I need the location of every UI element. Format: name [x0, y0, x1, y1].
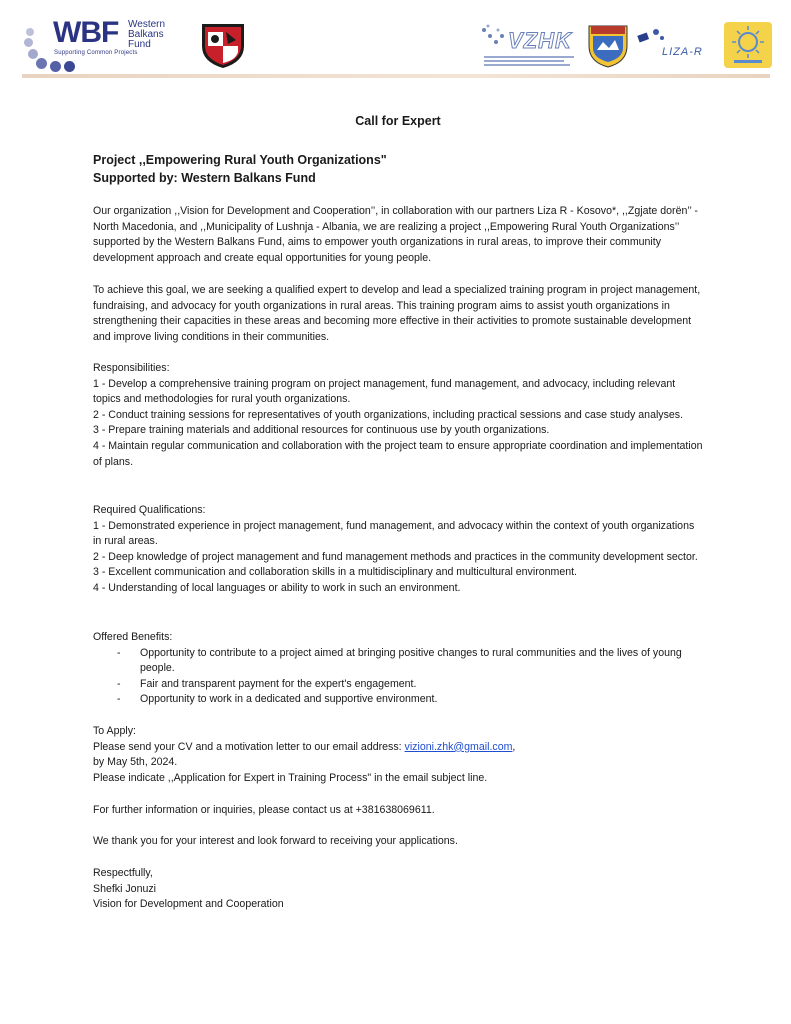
responsibilities-section — [93, 361, 703, 470]
intro-paragraph: Our organization ,,Vision for Development and Cooperation’’, in collaboration with our partners Liza R - Kosovo*, ,,Zgjate dorën’’ - North Macedonia, and ,,Municipality of Lushnja - Albania, we are realizing a project ,,Empowering Rural Youth Organizations’’ supported by the Western Balkans Fund, aims to empower youth organizations in rural areas, to improve their community development approach and create equal opportunities for young people. — [93, 205, 698, 264]
bullet-item — [93, 677, 703, 693]
document-title: Call for Expert — [355, 114, 441, 128]
vzhk-wordmark: VZHK — [508, 28, 572, 53]
list-item: 4 - Understanding of local languages or ability to work in such an environment. — [93, 581, 461, 594]
signature-org: Vision for Development and Cooperation — [93, 898, 284, 911]
list-item: 3 - Excellent communication and collaboration skills in a multidisciplinary and multicultural environment. — [93, 566, 578, 579]
list-item: 1 - Develop a comprehensive training program on project management, fund management, and advocacy, including relevant topics and methodologies for rural youth organizations. — [93, 377, 676, 406]
wbf-wordmark: WBF — [53, 16, 119, 49]
signature-block — [93, 866, 703, 913]
signature-closing: Respectfully, — [93, 867, 153, 879]
benefits-section — [93, 630, 703, 708]
bullet-item — [93, 646, 703, 677]
page-header — [0, 0, 791, 80]
list-item: 2 - Deep knowledge of project management and fund management methods and practices in the community development sector. — [93, 550, 698, 563]
list-item: 3 - Prepare training materials and additional resources for continuous use by youth organizations. — [93, 424, 550, 437]
apply-heading: To Apply: — [93, 725, 136, 737]
list-item: 4 - Maintain regular communication and collaboration with the project team to ensure appropriate coordination and implementation of plans. — [93, 439, 703, 468]
bullet-text: Opportunity to contribute to a project aimed at bringing positive changes to rural communities and the lives of young people. — [140, 646, 682, 675]
partner-shield-logo — [198, 20, 248, 70]
bullet-marker: - — [117, 677, 121, 690]
signature-name: Shefki Jonuzi — [93, 882, 157, 895]
benefits-heading: Offered Benefits: — [93, 631, 173, 643]
wbf-name: Western Balkans Fund — [128, 19, 166, 50]
wbf-logo — [22, 14, 182, 74]
wbf-tagline: Supporting Common Projects — [54, 50, 138, 56]
bullet-text: Opportunity to work in a dedicated and supportive environment. — [140, 693, 438, 706]
bullet-text: Fair and transparent payment for the expert's engagement. — [140, 677, 417, 690]
apply-section — [93, 724, 703, 786]
header-divider — [22, 74, 770, 78]
list-item: 2 - Conduct training sessions for representatives of youth organizations, including practical sessions and case study analyses. — [93, 408, 684, 421]
apply-deadline: by May 5th, 2024. — [93, 756, 178, 769]
qualifications-heading: Required Qualifications: — [93, 504, 206, 516]
vzhk-dots-icon — [480, 22, 510, 52]
qualifications-section — [93, 503, 703, 597]
supported-by-line: Supported by: Western Balkans Fund — [93, 171, 316, 185]
bullet-marker: - — [117, 646, 121, 659]
municipality-crest-logo — [587, 22, 629, 68]
vzhk-logo — [480, 22, 580, 68]
goal-paragraph: To achieve this goal, we are seeking a qualified expert to develop and lead a specialized training program in project management, fundraising, and advocacy for youth organizations in rural areas. This training program aims to assist youth organizations in strengthening their capacities in these areas and becoming more effective in their activities to promote sustainable development and improve living conditions in their communities. — [93, 284, 701, 343]
liza-r-wordmark: LIZA-R — [662, 46, 703, 58]
list-item: 1 - Demonstrated experience in project management, fund management, and advocacy within the context of youth organizations in rural areas. — [93, 519, 695, 548]
apply-subject-note: Please indicate ,,Application for Expert in Training Process" in the email subject line. — [93, 771, 488, 784]
liza-r-logo — [636, 22, 716, 68]
apply-send-line — [93, 740, 703, 756]
bullet-marker: - — [117, 693, 121, 706]
project-line: Project ,,Empowering Rural Youth Organizations" — [93, 153, 387, 167]
apply-send-text: Please send your CV and a motivation letter to our email address: — [93, 740, 405, 753]
sun-emblem-logo — [724, 22, 772, 68]
email-suffix: , — [512, 740, 516, 753]
thanks-line: We thank you for your interest and look forward to receiving your applications. — [93, 835, 458, 847]
contact-line: For further information or inquiries, please contact us at +381638069611. — [93, 804, 435, 816]
email-link[interactable]: vizioni.zhk@gmail.com — [404, 740, 513, 753]
vzhk-fine-print — [484, 54, 580, 68]
bullet-item — [93, 692, 703, 708]
responsibilities-heading: Responsibilities: — [93, 362, 170, 374]
